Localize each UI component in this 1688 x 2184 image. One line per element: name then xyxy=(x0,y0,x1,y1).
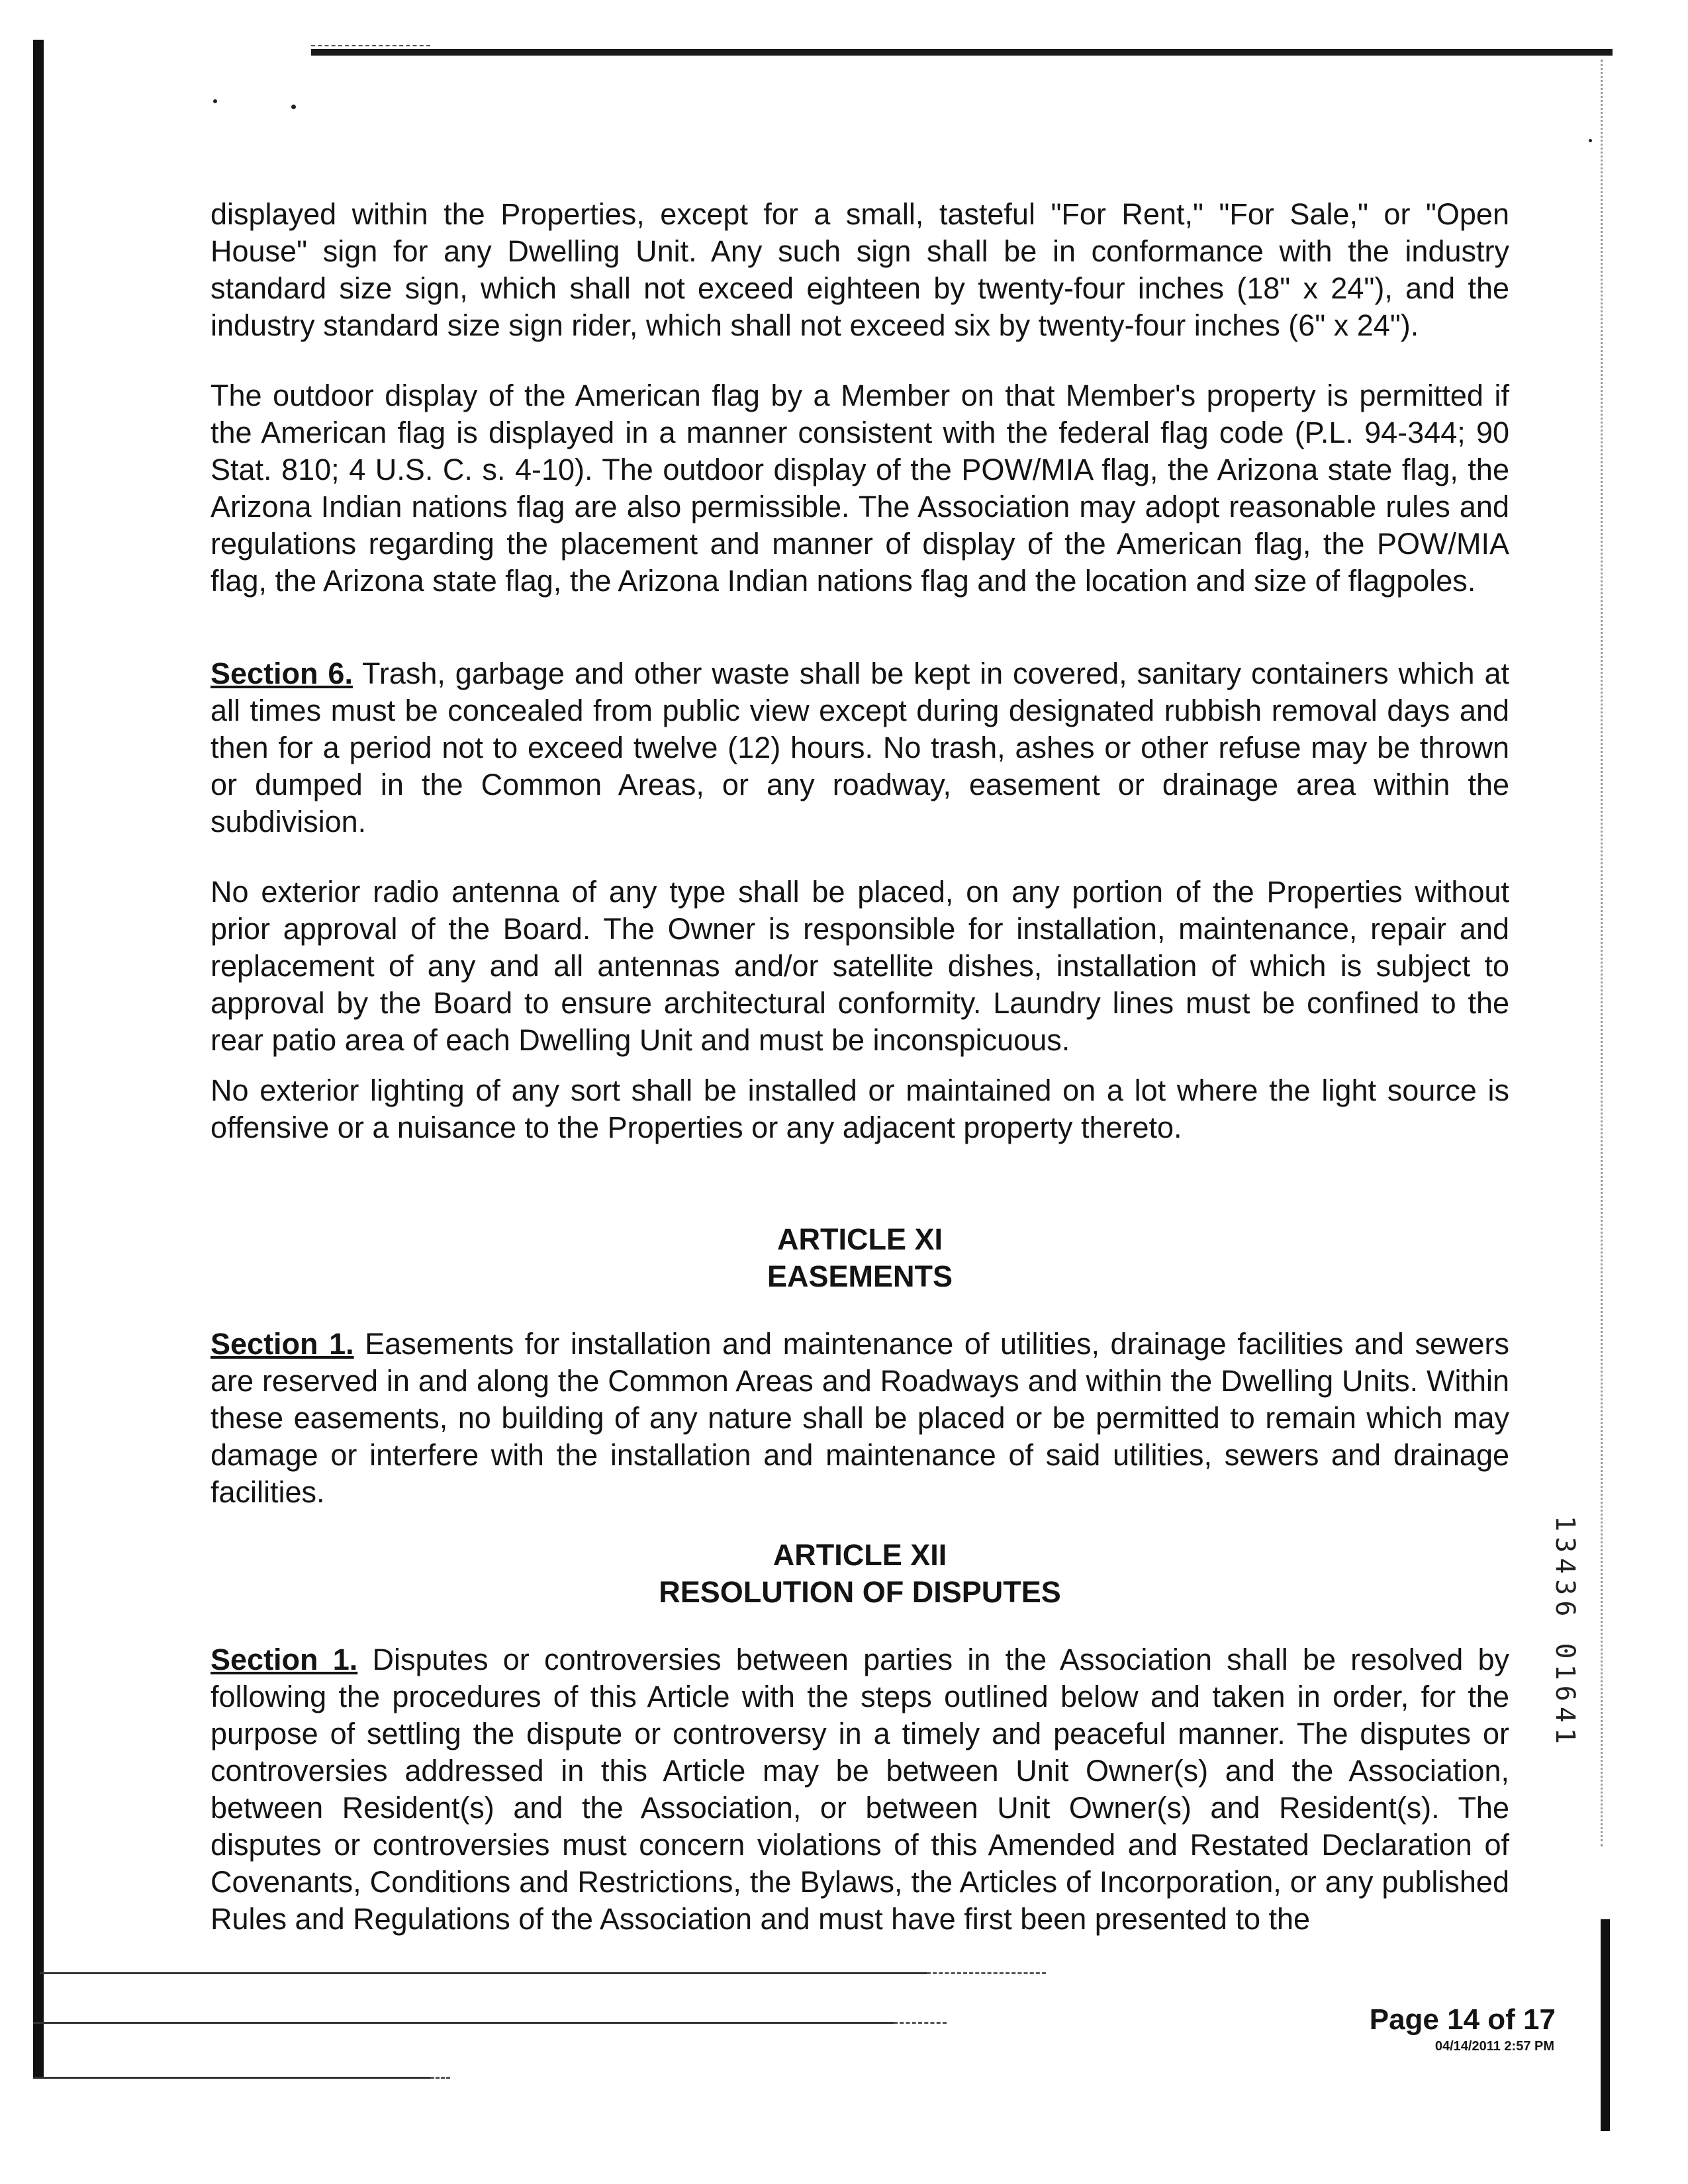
article-xii-section-1-label: Section 1. xyxy=(211,1643,358,1676)
lighting-paragraph-text: No exterior lighting of any sort shall be installed or maintained on a lot where the light source is offensive or a nuisance to the Properties or any adjacent property thereto. xyxy=(211,1073,1509,1144)
section-6-body: Trash, garbage and other waste shall be kept in covered, sanitary containers which at all times must be concealed from public view except during designated rubbish removal days and then for a period not to exceed twelve (12) hours. No trash, ashes or other refuse may be thrown or dumped in the Common Areas, or any roadway, easement or drainage area within the subdivision. xyxy=(211,657,1509,839)
scan-line xyxy=(33,2022,894,2024)
article-xi-section-1-text xyxy=(211,1326,1509,1511)
scan-line xyxy=(33,2077,430,2079)
article-xii-number: ARTICLE XII xyxy=(773,1538,947,1572)
scan-line xyxy=(927,1972,1046,1974)
section-6-text xyxy=(211,655,1509,841)
section-6-paragraph xyxy=(211,655,1509,841)
scan-speck xyxy=(213,99,217,103)
flag-paragraph-text: The outdoor display of the American flag by a Member on that Member's property is permitted if the American flag is displayed in a manner consistent with the federal flag code (P.L. 94-344; 90 Stat. 810; 4 U.S. C. s. 4-10). The outdoor display of the POW/MIA flag, the Arizona state flag, the Arizona Indian nations flag are also permissible. The Association may adopt reasonable rules and regulations regarding the placement and manner of display of the American flag, the POW/MIA flag, the Arizona state flag, the Arizona Indian nations flag and the location and size of flagpoles. xyxy=(211,379,1509,598)
sign-paragraph xyxy=(211,196,1509,344)
article-xi-section-1-body: Easements for installation and maintenance of utilities, drainage facilities and sewers are reserved in and along the Common Areas and Roadways and within the Dwelling Units. Within these easements, no building of any nature shall be placed or be permitted to remain which may damage or interfere with the installation and maintenance of said utilities, sewers and drainage facilities. xyxy=(211,1327,1509,1509)
article-xi-heading xyxy=(211,1221,1509,1295)
article-xii-section-1-text xyxy=(211,1641,1509,1938)
flag-paragraph xyxy=(211,377,1509,600)
antenna-paragraph-text: No exterior radio antenna of any type shall be placed, on any portion of the Properties without prior approval of the Board. The Owner is responsible for installation, maintenance, repair and replacement of any and all antennas and/or satellite dishes, installation of which is subject to approval by the Board to ensure architectural conformity. Laundry lines must be confined to the rear patio area of each Dwelling Unit and must be inconspicuous. xyxy=(211,875,1509,1057)
article-xi-number: ARTICLE XI xyxy=(776,1222,943,1256)
recording-number-stamp: 13436 01641 xyxy=(1550,1516,1580,1749)
scan-line xyxy=(40,1972,927,1974)
scan-edge-top xyxy=(311,49,1613,56)
lighting-paragraph xyxy=(211,1072,1509,1146)
article-xii-heading xyxy=(211,1537,1509,1611)
article-xi-section-1 xyxy=(211,1326,1509,1511)
sign-paragraph-text: displayed within the Properties, except for a small, tasteful "For Rent," "For Sale," or "Open House" sign for any Dwelling Unit. Any such sign shall be in conformance with the industry standard size sign, which shall not exceed eighteen by twenty-four inches (18" x 24"), and the industry standard size sign rider, which shall not exceed six by twenty-four inches (6" x 24"). xyxy=(211,197,1509,342)
page-number: Page 14 of 17 xyxy=(1369,2003,1556,2036)
scan-speck xyxy=(1589,139,1592,142)
article-xii-section-1-body: Disputes or controversies between parties in the Association shall be resolved by following the procedures of this Article with the steps outlined below and taken in order, for the purpose of settling the dispute or controversy in a timely and peaceful manner. The disputes or controversies addressed in this Article may be between Unit Owner(s) and the Association, between Resident(s) and the Association, or between Unit Owner(s) and Resident(s). The disputes or controversies must concern violations of this Amended and Restated Declaration of Covenants, Conditions and Restrictions, the Bylaws, the Articles of Incorporation, or any published Rules and Regulations of the Association and must have first been presented to the xyxy=(211,1643,1509,1936)
scan-edge-left xyxy=(33,40,44,2078)
scan-line xyxy=(894,2022,947,2024)
article-xii-title: RESOLUTION OF DISPUTES xyxy=(659,1575,1061,1609)
scan-edge-right-bar xyxy=(1601,1919,1610,2131)
article-xi-title: EASEMENTS xyxy=(767,1259,953,1293)
article-xi-section-1-label: Section 1. xyxy=(211,1327,354,1361)
antenna-paragraph xyxy=(211,874,1509,1059)
article-xii-section-1 xyxy=(211,1641,1509,1938)
scan-speck xyxy=(291,105,296,109)
scan-edge-right xyxy=(1601,60,1605,1846)
print-date: 04/14/2011 2:57 PM xyxy=(1434,2039,1554,2054)
scan-top-dash xyxy=(311,45,430,48)
scan-line xyxy=(430,2077,450,2079)
section-6-label: Section 6. xyxy=(211,657,353,690)
